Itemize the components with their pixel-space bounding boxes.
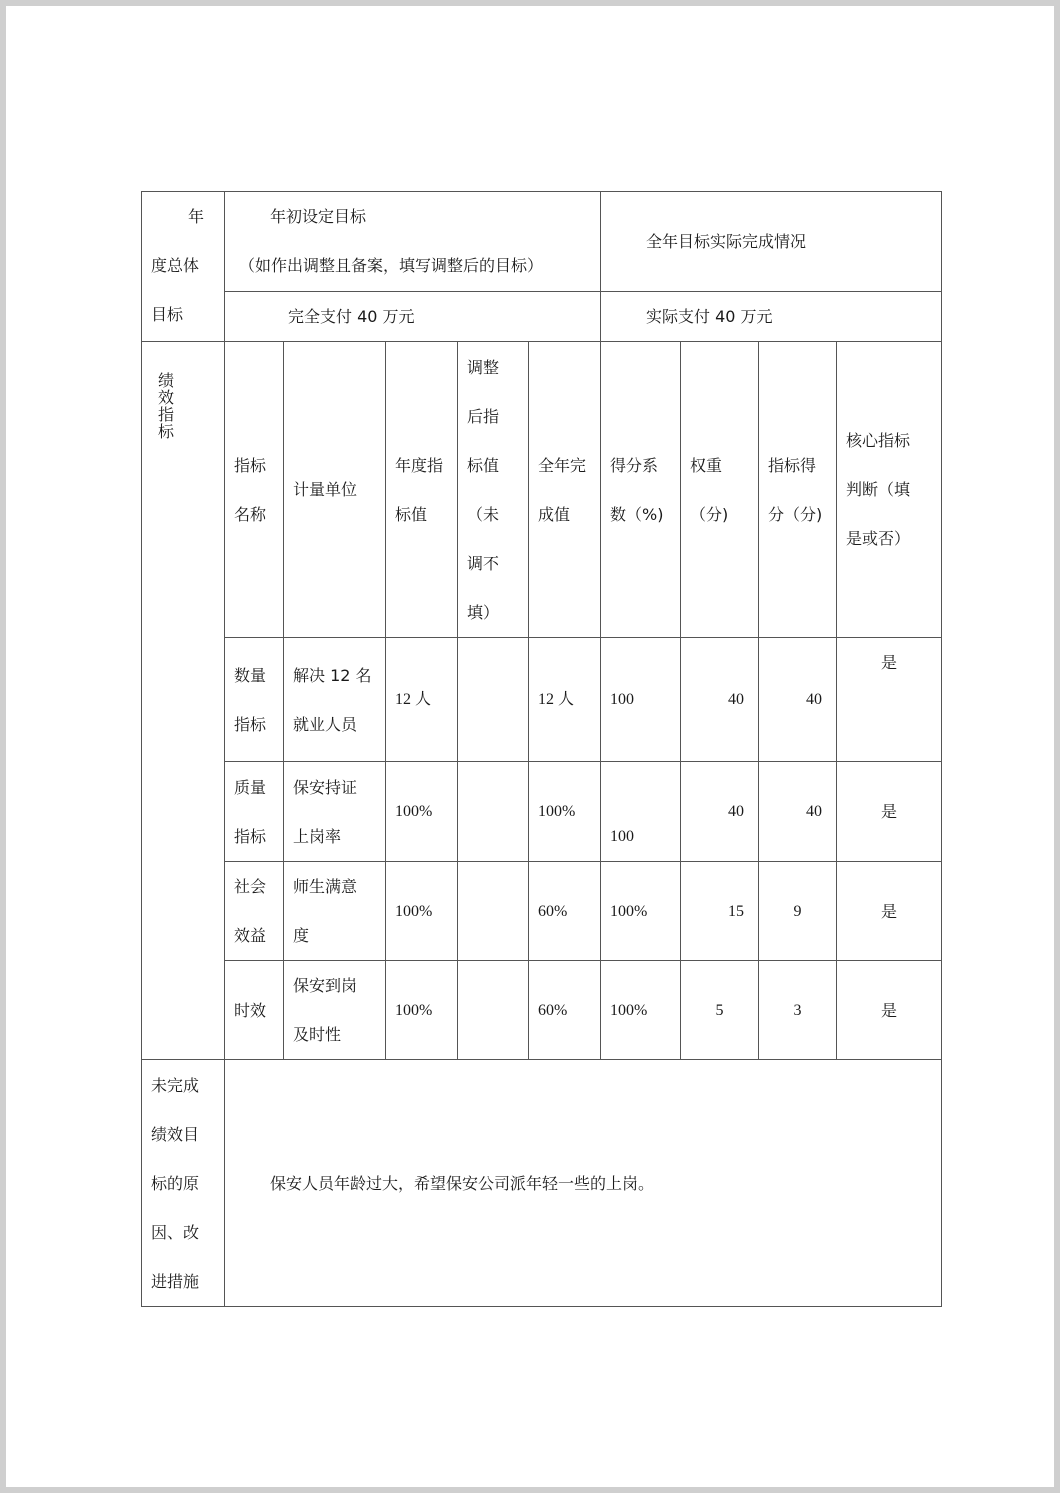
performance-table [141, 191, 942, 1307]
reason-label-l5: 进措施 [151, 1271, 200, 1291]
row1-category [225, 638, 284, 762]
performance-section-text: 绩效指标 [158, 371, 175, 441]
row3-indicator-l1: 师生满意 [293, 877, 358, 896]
annual-goal-label [142, 192, 225, 342]
annual-goal-label-line1: 年 [187, 207, 204, 226]
header-coef [601, 342, 681, 638]
header-core [837, 342, 942, 638]
row3-adjusted [458, 862, 529, 961]
annual-goal-label-line3: 目标 [151, 305, 184, 324]
header-annual-l1: 年度指 [395, 455, 444, 475]
performance-section-label [142, 342, 225, 1060]
header-adjusted-l6: 填） [467, 602, 500, 622]
row2-category [225, 762, 284, 862]
header-core-l2: 判断（填 [846, 480, 911, 499]
row1-indicator [284, 638, 386, 762]
row3-category-l1: 社会 [234, 877, 267, 896]
header-full-year-l1: 全年完 [538, 455, 587, 475]
reason-text: 保安人员年龄过大，希望保安公司派年轻一些的上岗。 [225, 1060, 942, 1307]
row4-core: 是 [837, 961, 942, 1060]
set-target-note: （如作出调整且备案，填写调整后的目标） [239, 256, 544, 275]
header-coef-l1: 得分系 [610, 455, 659, 475]
header-adjusted-l2: 后指 [467, 406, 500, 426]
row3-indicator-l2: 度 [293, 926, 310, 945]
row2-core: 是 [837, 762, 942, 862]
row1-full-year: 12 人 [529, 638, 601, 762]
row2-score: 40 [759, 762, 837, 862]
header-core-l3: 是或否） [846, 529, 911, 548]
row2-indicator [284, 762, 386, 862]
header-weight [681, 342, 759, 638]
actual-header: 全年目标实际完成情况 [601, 192, 942, 292]
row1-coef: 100 [601, 638, 681, 762]
row3-score: 9 [759, 862, 837, 961]
row4-weight: 5 [681, 961, 759, 1060]
annual-goal-label-line2: 度总体 [151, 256, 200, 275]
header-core-l1: 核心指标 [846, 431, 911, 450]
set-target-value [225, 292, 601, 342]
header-full-year-l2: 成值 [538, 504, 571, 524]
row2-adjusted [458, 762, 529, 862]
reason-label [142, 1060, 225, 1307]
header-coef-l2: 数（%) [610, 504, 664, 524]
row1-indicator-l2: 就业人员 [293, 714, 358, 734]
row2-indicator-l1: 保安持证 [293, 777, 358, 797]
row2-weight: 40 [681, 762, 759, 862]
row1-annual: 12 人 [386, 638, 458, 762]
header-weight-l1: 权重 [690, 455, 723, 475]
set-target-header [225, 192, 601, 292]
actual-value: 实际支付 40 万元 [601, 292, 942, 342]
row2-indicator-l2: 上岗率 [293, 826, 342, 846]
row4-score: 3 [759, 961, 837, 1060]
row3-weight: 15 [681, 862, 759, 961]
row1-category-l1: 数量 [234, 665, 267, 685]
row2-category-l1: 质量 [234, 777, 267, 797]
row1-core: 是 [837, 638, 942, 762]
row3-annual: 100% [386, 862, 458, 961]
header-adjusted [458, 342, 529, 638]
row1-score: 40 [759, 638, 837, 762]
row4-indicator-l1: 保安到岗 [293, 976, 358, 995]
header-adjusted-l1: 调整 [467, 357, 500, 377]
header-weight-l2: （分) [690, 504, 729, 524]
header-adjusted-l3: 标值 [467, 455, 500, 475]
row2-coef [601, 762, 681, 862]
row3-category [225, 862, 284, 961]
reason-label-l2: 绩效目 [151, 1124, 200, 1144]
row3-category-l2: 效益 [234, 926, 267, 945]
document-page [6, 6, 1054, 1487]
row1-weight: 40 [681, 638, 759, 762]
header-name [225, 342, 284, 638]
row3-full-year: 60% [529, 862, 601, 961]
header-score-l1: 指标得 [768, 455, 817, 475]
row2-full-year: 100% [529, 762, 601, 862]
reason-label-l1: 未完成 [151, 1075, 200, 1095]
set-target-value-text: 完全支付 40 万元 [288, 307, 415, 326]
table-row [142, 961, 942, 1060]
header-unit: 计量单位 [284, 342, 386, 638]
row3-core: 是 [837, 862, 942, 961]
header-full-year [529, 342, 601, 638]
header-name-l2: 名称 [234, 504, 267, 524]
row4-indicator [284, 961, 386, 1060]
table-row [142, 862, 942, 961]
header-score [759, 342, 837, 638]
reason-label-l4: 因、改 [151, 1222, 200, 1242]
set-target-title: 年初设定目标 [270, 207, 367, 226]
header-annual [386, 342, 458, 638]
header-adjusted-l4: （未 [467, 504, 500, 524]
row1-adjusted [458, 638, 529, 762]
header-name-l1: 指标 [234, 455, 267, 475]
header-score-l2: 分（分) [768, 504, 823, 524]
row4-adjusted [458, 961, 529, 1060]
row4-full-year: 60% [529, 961, 601, 1060]
row3-coef: 100% [601, 862, 681, 961]
row2-coef-text: 100 [610, 828, 634, 845]
row4-category: 时效 [225, 961, 284, 1060]
header-annual-l2: 标值 [395, 504, 428, 524]
row4-indicator-l2: 及时性 [293, 1025, 342, 1044]
reason-label-l3: 标的原 [151, 1173, 200, 1193]
row4-coef: 100% [601, 961, 681, 1060]
table-row [142, 762, 942, 862]
table-row [142, 638, 942, 762]
row2-annual: 100% [386, 762, 458, 862]
header-adjusted-l5: 调不 [467, 553, 500, 573]
row3-indicator [284, 862, 386, 961]
row2-category-l2: 指标 [234, 826, 267, 846]
row4-annual: 100% [386, 961, 458, 1060]
row1-indicator-l1: 解决 12 名 [293, 665, 372, 685]
row1-category-l2: 指标 [234, 714, 267, 734]
